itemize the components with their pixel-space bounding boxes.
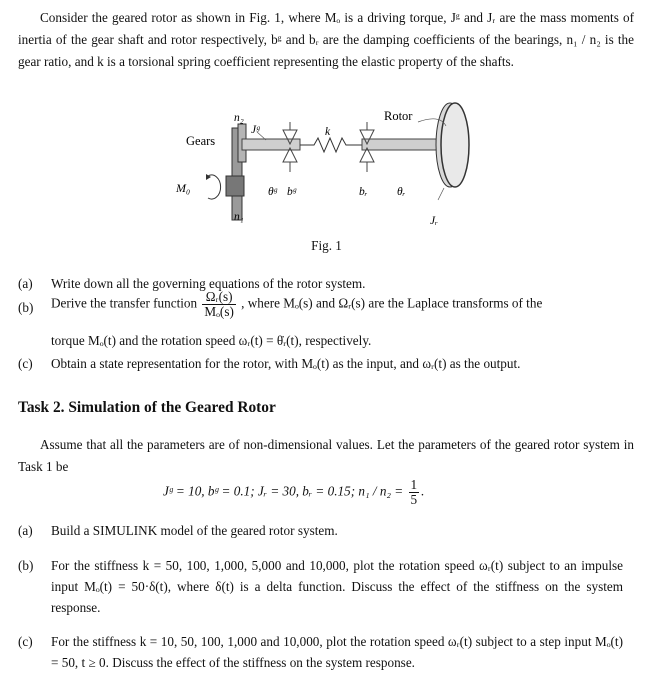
figure-caption: Fig. 1 (311, 238, 342, 253)
label-m0: M₀ (176, 181, 191, 195)
task2-intro: Assume that all the parameters are of non-dimensional values. Let the parameters of the geared rotor system in Task 1 be (18, 437, 634, 474)
label-bg: bᵍ (287, 186, 297, 198)
task2-a-text: Build a SIMULINK model of the geared rotor system. (51, 523, 338, 538)
fraction-numerator: Ωᵣ(s) (202, 290, 235, 305)
ratio-denominator: 5 (410, 492, 418, 507)
label-rotor: Rotor (384, 109, 413, 123)
fraction-denominator: Mₒ(s) (204, 304, 234, 319)
task1-b-line1 (51, 290, 623, 319)
rotor-disk-front (441, 103, 469, 187)
label-gears: Gears (186, 134, 216, 148)
task2-c-text: For the stiffness k = 10, 50, 100, 1,000 and 10,000, plot the rotation speed ωᵣ(t) subject to a step input Mₒ(t) = 50, t ≥ 0. Discuss the effect of the stiffness on the system response. (51, 634, 623, 670)
task2-b-text: For the stiffness k = 50, 100, 1,000, 5,000 and 10,000, plot the rotation speed ωᵣ(t) subject to an impulse input Mₒ(t) = 50·δ(t), where δ(t) is a delta function. Discuss the effect of the stiffness on the system response. (51, 558, 623, 615)
params-text: Jᵍ = 10, bᵍ = 0.1; Jᵣ = 30, bᵣ = 0.15; n₁ / n₂ = (163, 483, 407, 499)
label-n2: n₂ (234, 112, 244, 124)
intro-paragraph: Consider the geared rotor as shown in Fig. 1, where Mₒ is a driving torque, Jᵍ and Jᵣ are the mass moments of inertia of the gear shaft and rotor respectively, bᵍ and bᵣ are the damping coefficients of the bearings, n₁ / n₂ is the gear ratio, and k is a torsional spring coefficient representing the elastic property of the shafts. (18, 10, 634, 69)
label-jg: Jᵍ (251, 124, 260, 136)
gear-ratio-fraction (409, 478, 420, 507)
ratio-numerator: 1 (410, 477, 418, 492)
label-theta-r: θᵣ (397, 186, 406, 198)
task1-c-text: Obtain a state representation for the rotor, with Mₒ(t) as the input, and ωᵣ(t) as the output. (51, 356, 521, 371)
task1-b-pre: Derive the transfer function (51, 295, 198, 311)
label-k: k (325, 126, 331, 138)
label-theta-g: θᵍ (268, 186, 277, 198)
task2-c-label: (c) (18, 634, 33, 649)
torsion-spring (300, 138, 362, 152)
small-gear (226, 176, 244, 196)
task1-a-text: Write down all the governing equations of the rotor system. (51, 276, 366, 291)
rotor-shaft (362, 139, 444, 150)
label-br: bᵣ (359, 186, 368, 198)
task1-b-line2: torque Mₒ(t) and the rotation speed ωᵣ(t) = θ̇ᵣ(t), respectively. (51, 333, 372, 348)
label-jr: Jᵣ (430, 215, 438, 227)
task1-c-label: (c) (18, 356, 33, 371)
torque-arrow-icon (208, 175, 221, 199)
task1-b-post: , where Mₒ(s) and Ωᵣ(s) are the Laplace transforms of the (241, 295, 543, 311)
task1-a-label: (a) (18, 276, 33, 291)
task2-heading: Task 2. Simulation of the Geared Rotor (18, 399, 276, 416)
task2-params: Jᵍ = 10, bᵍ = 0.1; Jᵣ = 30, bᵣ = 0.15; n₁ / n₂ = $\frac{1}{5}$ . (163, 477, 425, 507)
task1-b-label: (b) (18, 300, 34, 315)
label-n1: n₁ (234, 211, 244, 223)
task2-b-label: (b) (18, 558, 34, 573)
task2-a-label: (a) (18, 523, 33, 538)
transfer-function-fraction (202, 290, 235, 319)
